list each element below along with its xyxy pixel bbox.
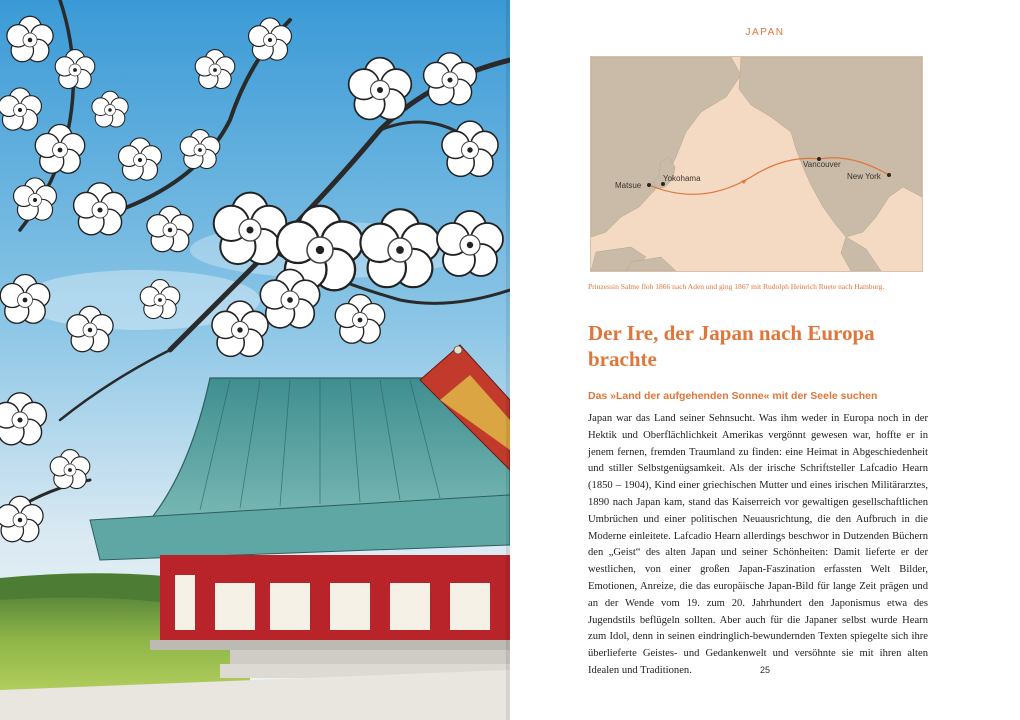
matsue-marker [647, 183, 651, 187]
chapter-subtitle: Das »Land der aufgehenden Sonne« mit der Seele suchen [588, 390, 878, 402]
running-head: JAPAN [745, 27, 785, 38]
text-page [510, 0, 1020, 720]
city-label-matsue: Matsue [615, 181, 642, 190]
map-caption: Prinzessin Salme floh 1866 nach Aden und ging 1867 mit Rudolph Heinrich Ruete nach Hamburg. [588, 282, 885, 291]
world-map [591, 57, 922, 271]
page-number: 25 [759, 665, 770, 675]
city-label-yokohama: Yokohama [663, 174, 701, 183]
new-york-marker [887, 173, 891, 177]
city-label-new-york: New York [847, 172, 881, 181]
body-paragraph: Japan war das Land seiner Sehnsucht. Was ihm weder in Europa noch in der Hektik und Oberflächlichkeit Amerikas vergönnt gewesen war, hoffte er in jenem fernen, fremden Traumland zu finden: eine Heimat in Abgeschiedenheit und stiller Selbstgenügsamkeit. Als der irische Schriftsteller Lafcadio Hearn (1850 – 1904), Kind einer griechischen Mutter und eines irischen Militärarztes, 1890 nach Japan kam, stand das Kaiserreich vor gewaltigen gesellschaftlichen Umbrüchen und einer politischen Neuausrichtung, die den Aufbruch in die Moderne einleitete. Lafcadio Hearn allerdings beschwor in Dutzenden Büchern den „Geist“ des alten Japan und seiner Schönheiten: Damit lieferte er der westlichen, von einer großen Japan-Faszination erfassten Welt Bilder, Emotionen, Anreize, die das europäische Japan-Bild für lange Zeit prägen und an der Wende vom 19. zum 20. Jahrhundert den Japonismus etwa des Jugendstils beflügeln sollten. Aber auch für die Japaner selbst wurde Hearn zum Idol, denn in seinen eindringlich-bewundernden Texten spiegelte sich ihre überlieferte Geistes- und Gedankenwelt und versöhnte sie mit ihren alten Idealen und Traditionen. [588, 413, 928, 676]
chapter-title: Der Ire, der Japan nach Europa brachte [588, 321, 875, 371]
city-label-vancouver: Vancouver [803, 160, 841, 169]
route-map [590, 56, 923, 272]
